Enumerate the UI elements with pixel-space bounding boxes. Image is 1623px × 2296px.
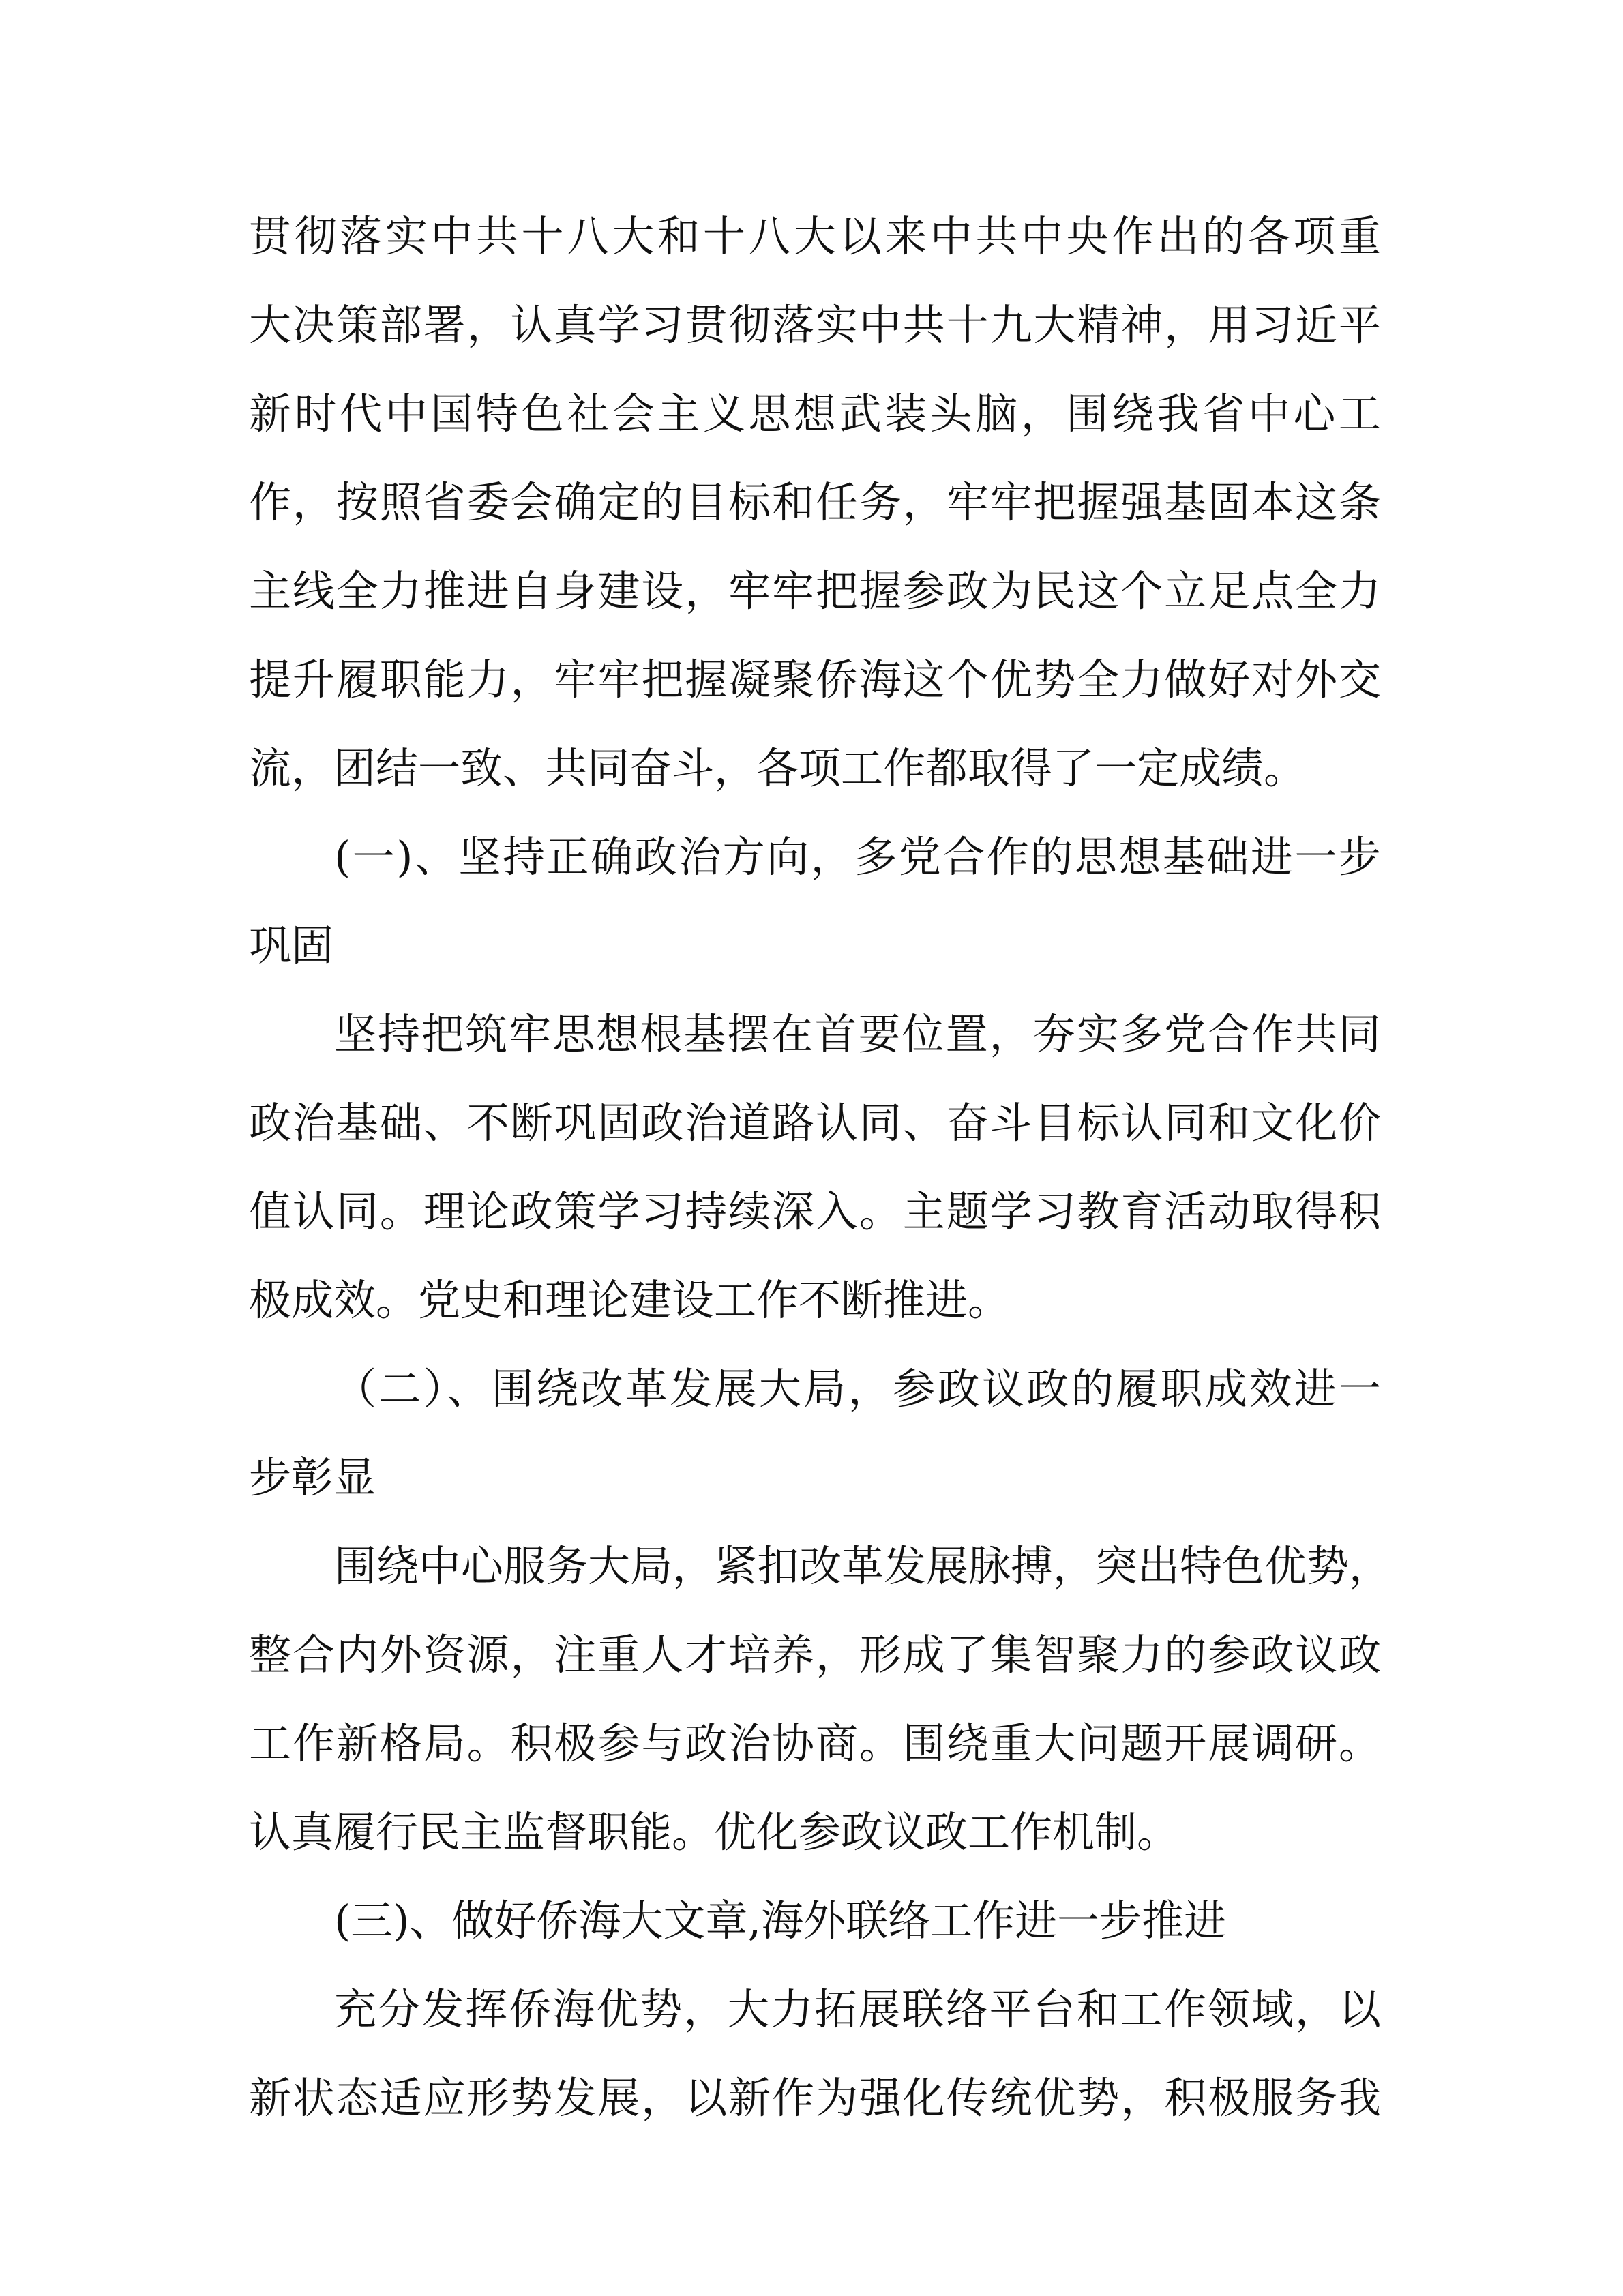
paragraph-line: 充分发挥侨海优势，大力拓展联络平台和工作领域，以 <box>334 1984 1381 2034</box>
section-heading-1-continued: 巩固 <box>249 921 334 970</box>
paragraph-line: 坚持把筑牢思想根基摆在首要位置，夯实多党合作共同 <box>334 1009 1381 1059</box>
paragraph-line: 大决策部署，认真学习贯彻落实中共十九大精神，用习近平 <box>249 300 1381 350</box>
paragraph-line: 值认同。理论政策学习持续深入。主题学习教育活动取得积 <box>249 1187 1381 1236</box>
paragraph-line: 政治基础、不断巩固政治道路认同、奋斗目标认同和文化价 <box>249 1098 1381 1148</box>
paragraph-line: 贯彻落实中共十八大和十八大以来中共中央作出的各项重 <box>249 211 1381 261</box>
section-heading-2-continued: 步彰显 <box>249 1452 376 1502</box>
section-heading-2: （二）、围绕改革发展大局，参政议政的履职成效进一 <box>334 1364 1381 1414</box>
paragraph-line: 整合内外资源，注重人才培养，形成了集智聚力的参政议政 <box>249 1630 1381 1680</box>
paragraph-line: 围绕中心服务大局，紧扣改革发展脉搏，突出特色优势， <box>334 1541 1392 1591</box>
paragraph-line: 作，按照省委会确定的目标和任务，牢牢把握强基固本这条 <box>249 477 1381 527</box>
section-heading-3: (三)、做好侨海大文章,海外联络工作进一步推进 <box>334 1896 1227 1945</box>
paragraph-line: 新时代中国特色社会主义思想武装头脑，围绕我省中心工 <box>249 389 1381 438</box>
paragraph-line: 提升履职能力，牢牢把握凝聚侨海这个优势全力做好对外交 <box>249 655 1381 704</box>
paragraph-line: 认真履行民主监督职能。优化参政议政工作机制。 <box>249 1807 1180 1857</box>
section-heading-1: (一)、坚持正确政治方向，多党合作的思想基础进一步 <box>334 832 1381 882</box>
paragraph-line: 主线全力推进自身建设，牢牢把握参政为民这个立足点全力 <box>249 566 1381 616</box>
paragraph-line: 流，团结一致、共同奋斗，各项工作都取得了一定成绩。 <box>249 743 1307 793</box>
paragraph-line: 工作新格局。积极参与政治协商。围绕重大问题开展调研。 <box>249 1718 1381 1768</box>
paragraph-line: 新状态适应形势发展，以新作为强化传统优势，积极服务我 <box>249 2073 1381 2123</box>
paragraph-line: 极成效。党史和理论建设工作不断推进。 <box>249 1275 1011 1325</box>
